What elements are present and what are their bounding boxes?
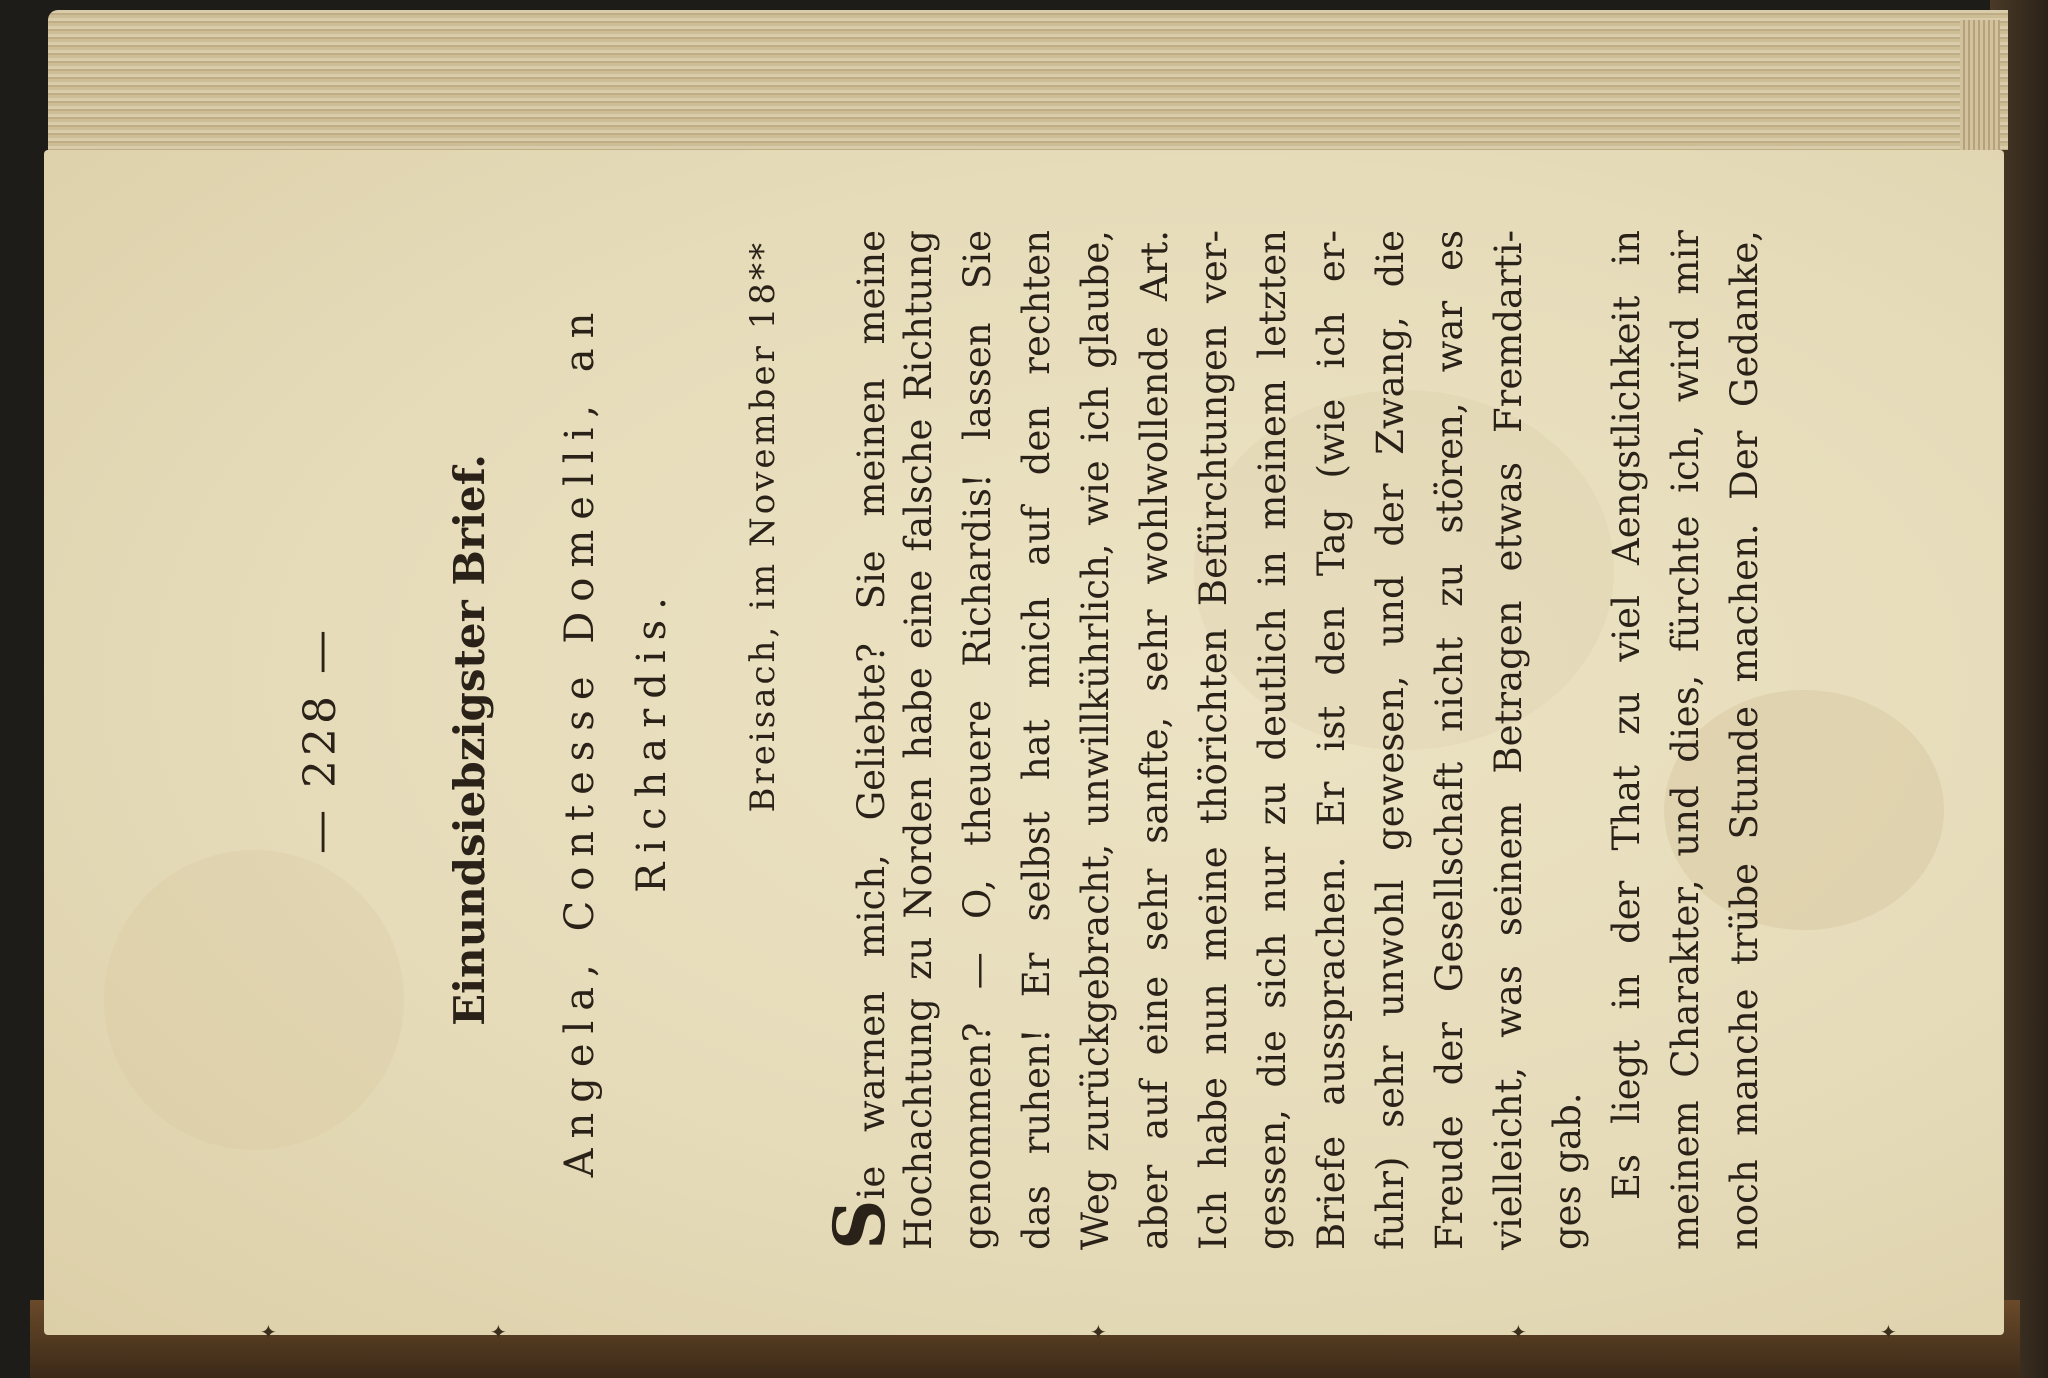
page-number: — 228 — [295,626,346,854]
body-line: vielleicht, was seinem Betragen etwas Fremdarti- [1487,230,1530,1250]
dateline: Breisach, im November 18** [743,240,783,813]
body-line: das ruhen! Er selbst hat mich auf den rechten [1015,230,1058,1250]
drop-cap: S [818,1199,901,1250]
body-line: Es liegt in der That zu viel Aengstlichkeit in [1605,230,1648,1200]
body-line: Briefe aussprachen. Er ist den Tag (wie ich er- [1310,230,1353,1250]
body-line: gessen, die sich nur zu deutlich in meinem letzten [1251,230,1294,1250]
body-line: Ich habe nun meine thörichten Befürchtungen ver- [1192,230,1235,1250]
body-line: aber auf eine sehr sanfte, sehr wohlwollende Art. [1133,230,1176,1250]
body-line: ges gab. [1546,1092,1589,1250]
letter-heading: Einundsiebzigster Brief. [445,454,494,1026]
binding-thread-marks: ✦ ✦ ✦ ✦ ✦ [260,1320,1897,1344]
body-line: Sie warnen mich, Geliebte? Sie meinen meine [818,230,901,1250]
letter-sender: Angela, Contesse Domelli, an [557,302,603,1178]
body-line: fuhr) sehr unwohl gewesen, und der Zwang, die [1369,230,1412,1250]
body-line: Hochachtung zu Norden habe eine falsche Richtung [897,230,940,1250]
rotated-page-text [295,210,1766,1270]
page-stack-edges [48,10,2008,150]
letter-recipient: Richardis. [629,587,675,893]
body-line: Freude der Gesellschaft nicht zu stören, war es [1428,230,1471,1250]
body-line: Weg zurückgebracht, unwillkührlich, wie ich glaube, [1074,230,1117,1250]
body-line: genommen? — O, theuere Richardis! lassen Sie [956,230,999,1250]
body-line: meinem Charakter, und dies, fürchte ich, wird mir [1664,230,1707,1250]
body-line: noch manche trübe Stunde machen. Der Gedanke, [1723,230,1766,1250]
